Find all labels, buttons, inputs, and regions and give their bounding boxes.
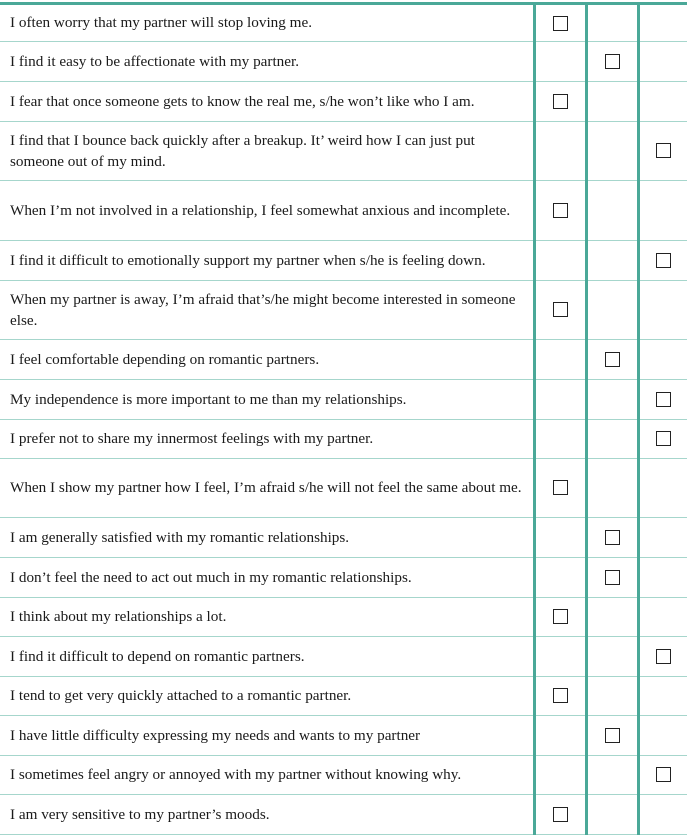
question-text: My independence is more important to me than my relationships. xyxy=(0,379,534,419)
answer-checkbox[interactable] xyxy=(605,570,620,585)
question-row xyxy=(0,41,687,81)
question-row xyxy=(0,557,687,597)
answer-checkbox[interactable] xyxy=(553,94,568,109)
answer-cell-col-3 xyxy=(639,379,687,419)
question-row xyxy=(0,517,687,557)
answer-cell-col-3 xyxy=(639,339,687,379)
question-row xyxy=(0,676,687,715)
answer-cell-col-2 xyxy=(587,419,639,458)
question-text: I feel comfortable depending on romantic partners. xyxy=(0,339,534,379)
question-row xyxy=(0,339,687,379)
question-text: I often worry that my partner will stop loving me. xyxy=(0,5,534,41)
questionnaire-table xyxy=(0,5,687,835)
answer-checkbox[interactable] xyxy=(553,203,568,218)
answer-cell-col-1 xyxy=(534,121,586,180)
question-text: I fear that once someone gets to know the real me, s/he won’t like who I am. xyxy=(0,81,534,121)
question-text: I find it difficult to emotionally support my partner when s/he is feeling down. xyxy=(0,240,534,280)
question-row xyxy=(0,755,687,794)
answer-cell-col-3 xyxy=(639,419,687,458)
answer-cell-col-1 xyxy=(534,557,586,597)
answer-cell-col-1 xyxy=(534,240,586,280)
answer-checkbox[interactable] xyxy=(656,143,671,158)
question-text: I prefer not to share my innermost feelings with my partner. xyxy=(0,419,534,458)
answer-cell-col-2 xyxy=(587,81,639,121)
answer-checkbox[interactable] xyxy=(605,530,620,545)
answer-cell-col-1 xyxy=(534,41,586,81)
answer-cell-col-1 xyxy=(534,180,586,240)
answer-cell-col-3 xyxy=(639,597,687,636)
answer-cell-col-2 xyxy=(587,676,639,715)
answer-checkbox[interactable] xyxy=(605,728,620,743)
questionnaire-body xyxy=(0,5,687,834)
answer-cell-col-2 xyxy=(587,280,639,339)
answer-cell-col-2 xyxy=(587,180,639,240)
answer-cell-col-2 xyxy=(587,41,639,81)
answer-checkbox[interactable] xyxy=(553,807,568,822)
answer-cell-col-3 xyxy=(639,794,687,834)
answer-cell-col-3 xyxy=(639,517,687,557)
question-text: I find that I bounce back quickly after a breakup. It’ weird how I can just put someone out of my mind. xyxy=(0,121,534,180)
answer-checkbox[interactable] xyxy=(553,16,568,31)
answer-checkbox[interactable] xyxy=(553,688,568,703)
question-row xyxy=(0,636,687,676)
question-text: I sometimes feel angry or annoyed with my partner without knowing why. xyxy=(0,755,534,794)
question-row xyxy=(0,379,687,419)
answer-cell-col-2 xyxy=(587,339,639,379)
answer-cell-col-1 xyxy=(534,458,586,517)
answer-checkbox[interactable] xyxy=(656,392,671,407)
question-text: I don’t feel the need to act out much in my romantic relationships. xyxy=(0,557,534,597)
question-text: I tend to get very quickly attached to a romantic partner. xyxy=(0,676,534,715)
answer-checkbox[interactable] xyxy=(656,253,671,268)
answer-cell-col-3 xyxy=(639,280,687,339)
answer-checkbox[interactable] xyxy=(656,431,671,446)
answer-cell-col-1 xyxy=(534,636,586,676)
answer-cell-col-1 xyxy=(534,5,586,41)
question-row xyxy=(0,597,687,636)
question-text: When my partner is away, I’m afraid that’s/he might become interested in someone else. xyxy=(0,280,534,339)
answer-cell-col-1 xyxy=(534,755,586,794)
answer-cell-col-1 xyxy=(534,419,586,458)
question-text: When I’m not involved in a relationship, I feel somewhat anxious and incomplete. xyxy=(0,180,534,240)
question-row xyxy=(0,458,687,517)
answer-cell-col-3 xyxy=(639,557,687,597)
question-text: I find it difficult to depend on romantic partners. xyxy=(0,636,534,676)
question-row xyxy=(0,280,687,339)
question-row xyxy=(0,5,687,41)
answer-cell-col-2 xyxy=(587,755,639,794)
answer-cell-col-3 xyxy=(639,755,687,794)
question-row xyxy=(0,240,687,280)
question-row xyxy=(0,715,687,755)
answer-checkbox[interactable] xyxy=(553,480,568,495)
answer-cell-col-3 xyxy=(639,676,687,715)
answer-cell-col-3 xyxy=(639,81,687,121)
answer-cell-col-2 xyxy=(587,597,639,636)
answer-cell-col-1 xyxy=(534,280,586,339)
answer-cell-col-2 xyxy=(587,715,639,755)
question-row xyxy=(0,794,687,834)
question-row xyxy=(0,180,687,240)
answer-cell-col-2 xyxy=(587,794,639,834)
answer-cell-col-3 xyxy=(639,715,687,755)
answer-cell-col-1 xyxy=(534,715,586,755)
answer-cell-col-2 xyxy=(587,517,639,557)
answer-cell-col-3 xyxy=(639,180,687,240)
answer-cell-col-3 xyxy=(639,636,687,676)
answer-cell-col-3 xyxy=(639,458,687,517)
answer-cell-col-1 xyxy=(534,339,586,379)
question-text: I have little difficulty expressing my needs and wants to my partner xyxy=(0,715,534,755)
answer-checkbox[interactable] xyxy=(553,609,568,624)
answer-cell-col-3 xyxy=(639,240,687,280)
answer-cell-col-2 xyxy=(587,121,639,180)
answer-cell-col-1 xyxy=(534,794,586,834)
answer-cell-col-3 xyxy=(639,121,687,180)
question-text: I am very sensitive to my partner’s moods. xyxy=(0,794,534,834)
answer-cell-col-2 xyxy=(587,5,639,41)
answer-cell-col-2 xyxy=(587,636,639,676)
question-row xyxy=(0,121,687,180)
answer-cell-col-2 xyxy=(587,240,639,280)
answer-cell-col-1 xyxy=(534,81,586,121)
answer-cell-col-3 xyxy=(639,5,687,41)
answer-cell-col-2 xyxy=(587,557,639,597)
answer-cell-col-2 xyxy=(587,458,639,517)
question-text: I find it easy to be affectionate with my partner. xyxy=(0,41,534,81)
question-row xyxy=(0,81,687,121)
answer-cell-col-1 xyxy=(534,597,586,636)
question-text: I think about my relationships a lot. xyxy=(0,597,534,636)
answer-cell-col-1 xyxy=(534,379,586,419)
question-row xyxy=(0,419,687,458)
answer-checkbox[interactable] xyxy=(605,54,620,69)
answer-cell-col-3 xyxy=(639,41,687,81)
answer-checkbox[interactable] xyxy=(553,302,568,317)
answer-checkbox[interactable] xyxy=(605,352,620,367)
answer-cell-col-1 xyxy=(534,517,586,557)
answer-checkbox[interactable] xyxy=(656,649,671,664)
question-text: When I show my partner how I feel, I’m afraid s/he will not feel the same about me. xyxy=(0,458,534,517)
answer-checkbox[interactable] xyxy=(656,767,671,782)
answer-cell-col-2 xyxy=(587,379,639,419)
answer-cell-col-1 xyxy=(534,676,586,715)
question-text: I am generally satisfied with my romantic relationships. xyxy=(0,517,534,557)
